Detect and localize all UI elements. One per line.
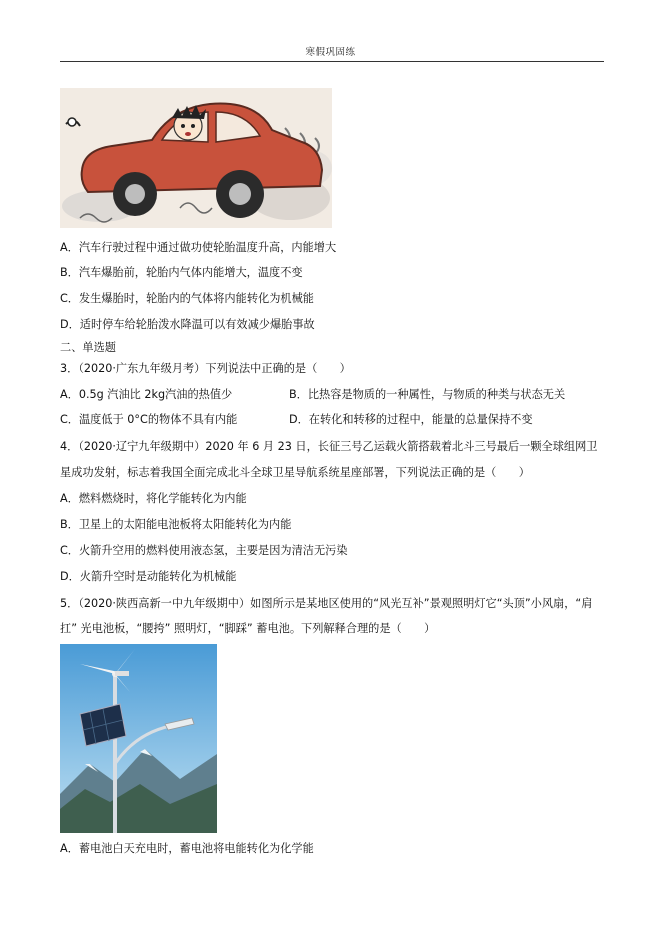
wind-solar-streetlight-photo-icon [60,644,217,833]
q-prev-option-c: C．发生爆胎时，轮胎内的气体将内能转化为机械能 [60,292,314,305]
q4-option-c: C．火箭升空用的燃料使用液态氢，主要是因为清洁无污染 [60,544,348,557]
q4-option-d: D．火箭升空时是动能转化为机械能 [60,570,237,583]
q4-option-a: A．燃料燃烧时，将化学能转化为内能 [60,492,247,505]
q5-stem-line1: 5．（2020·陕西高新一中九年级期中）如图所示是某地区使用的“风光互补”景观照明灯它“头顶”小风扇，“肩 [60,597,593,610]
q3-stem: 3．（2020·广东九年级月考）下列说法中正确的是（ ） [60,362,351,375]
q4-stem-line1: 4．（2020·辽宁九年级期中）2020 年 6 月 23 日，长征三号乙运载火箭搭载着北斗三号最后一颗全球组网卫 [60,440,598,453]
q4-option-b: B．卫星上的太阳能电池板将太阳能转化为内能 [60,518,292,531]
q5-stem-line2: 扛” 光电池板，“腰挎” 照明灯，“脚踩” 蓄电池。下列解释合理的是（ ） [60,622,436,635]
streetlight-photo [60,644,217,833]
page-header: 寒假巩固练 [305,47,356,58]
q-prev-option-d: D．适时停车给轮胎泼水降温可以有效减少爆胎事故 [60,318,315,331]
q3-option-c: C．温度低于 0°C的物体不具有内能 [60,413,238,426]
car-illustration [60,88,332,228]
cartoon-car-with-driver-icon [60,88,332,228]
q-prev-option-b: B．汽车爆胎前，轮胎内气体内能增大，温度不变 [60,266,303,279]
section-title: 二、单选题 [60,341,116,354]
q3-option-a: A．0.5g 汽油比 2kg汽油的热值少 [60,388,233,401]
q4-stem-line2: 星成功发射，标志着我国全面完成北斗全球卫星导航系统星座部署，下列说法正确的是（ ） [60,466,530,479]
header-divider [60,61,604,62]
q-prev-option-a: A．汽车行驶过程中通过做功使轮胎温度升高，内能增大 [60,241,337,254]
q3-option-d: D．在转化和转移的过程中，能量的总量保持不变 [289,413,533,426]
q3-option-b: B．比热容是物质的一种属性，与物质的种类与状态无关 [289,388,566,401]
q5-option-a: A．蓄电池白天充电时，蓄电池将电能转化为化学能 [60,842,314,855]
